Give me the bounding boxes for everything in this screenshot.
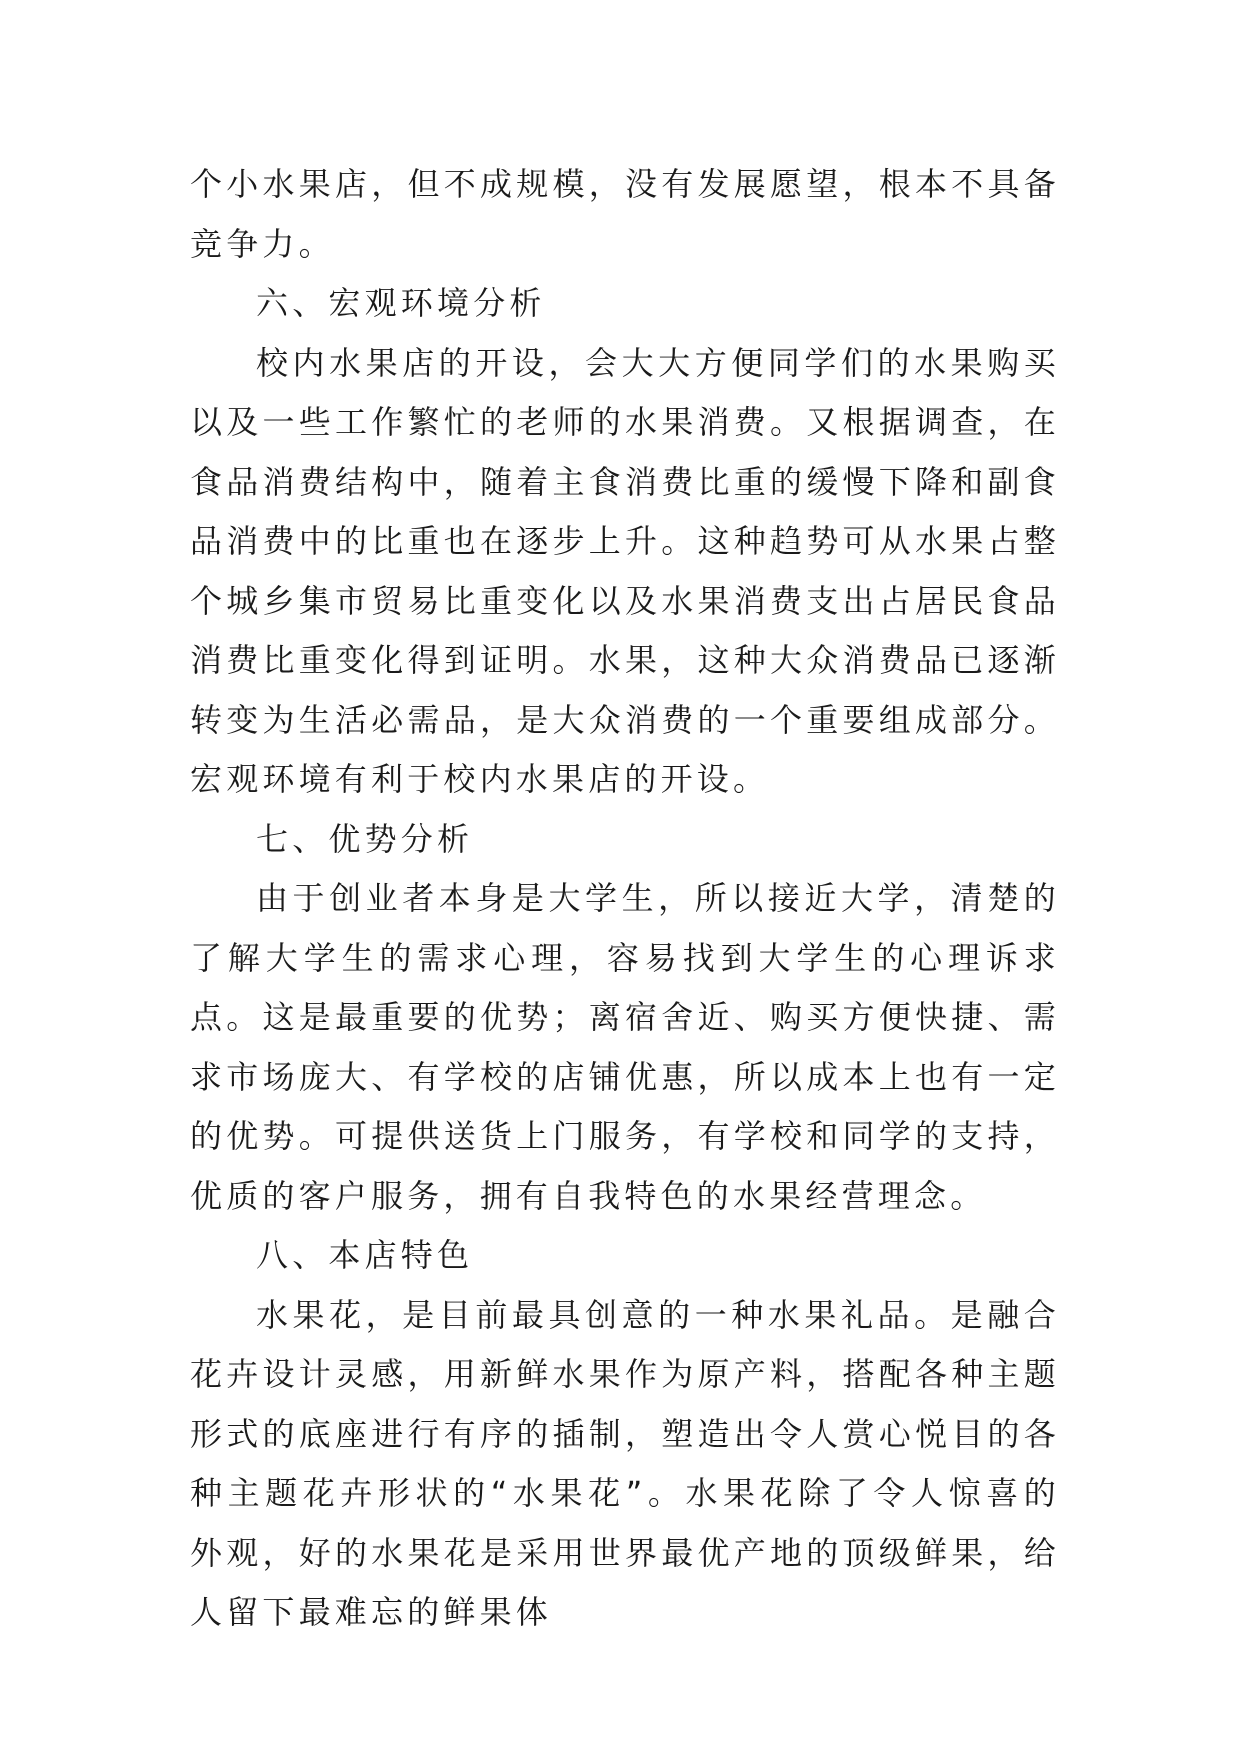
paragraph-macro-environment: 校内水果店的开设，会大大方便同学们的水果购买以及一些工作繁忙的老师的水果消费。又根据调查，在食品消费结构中，随着主食消费比重的缓慢下降和副食品消费中的比重也在逐步上升。这种趋势可从水果占整个城乡集市贸易比重变化以及水果消费支出占居民食品消费比重变化得到证明。水果，这种大众消费品已逐渐转变为生活必需品，是大众消费的一个重要组成部分。宏观环境有利于校内水果店的开设。: [190, 343, 1060, 798]
section-heading-macro-environment: 六、宏观环境分析: [256, 284, 546, 322]
paragraph-continuation: 个小水果店，但不成规模，没有发展愿望，根本不具备竞争力。: [190, 165, 1060, 263]
paragraph-store-features: 水果花，是目前最具创意的一种水果礼品。是融合花卉设计灵感，用新鲜水果作为原产料，搭配各种主题形式的底座进行有序的插制，塑造出令人赏心悦目的各种主题花卉形状的“水果花”。水果花除了令人惊喜的外观，好的水果花是采用世界最优产地的顶级鲜果，给人留下最难忘的鲜果体: [190, 1295, 1060, 1631]
section-heading-advantages: 七、优势分析: [256, 819, 474, 858]
paragraph-advantages: 由于创业者本身是大学生，所以接近大学，清楚的了解大学生的需求心理，容易找到大学生的心理诉求点。这是最重要的优势；离宿舍近、购买方便快捷、需求市场庞大、有学校的店铺优惠，所以成本上也有一定的优势。可提供送货上门服务，有学校和同学的支持，优质的客户服务，拥有自我特色的水果经营理念。: [190, 879, 1060, 1215]
document-body: [190, 155, 1060, 1643]
section-heading-store-features: 八、本店特色: [256, 1236, 474, 1274]
